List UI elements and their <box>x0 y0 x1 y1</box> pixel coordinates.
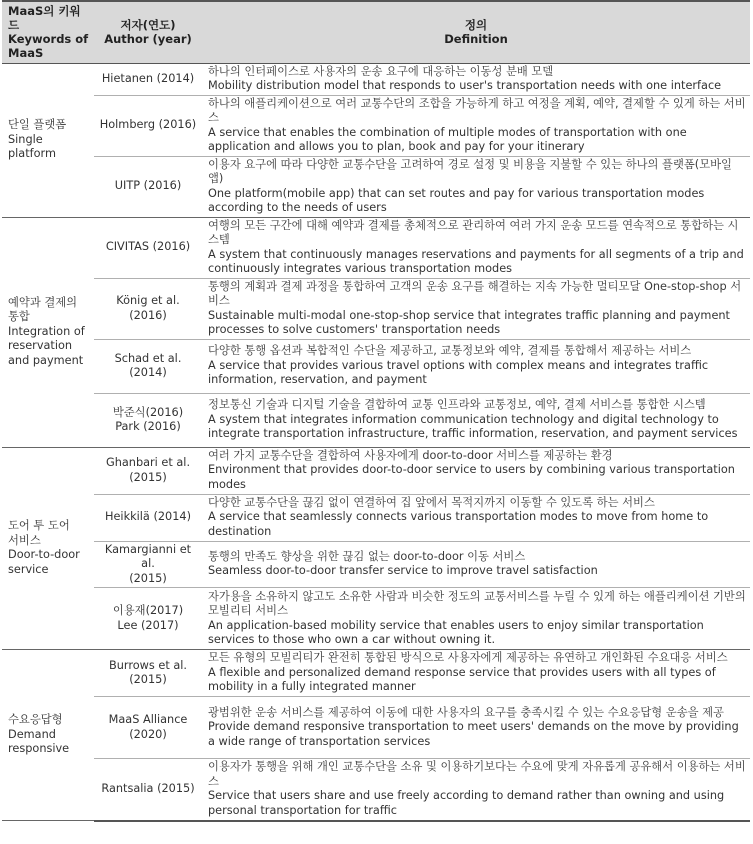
definition-cell <box>202 697 750 759</box>
author-line: (2014) <box>129 366 167 379</box>
definition-english: Service that users share and use freely according to demand rather than owning and using personal transportation for traffic <box>208 789 725 817</box>
keyword-line: 통합 <box>8 310 30 324</box>
keyword-line: platform <box>8 147 57 161</box>
keyword-cell <box>2 650 94 821</box>
definition-english: Sustainable multi-modal one-stop-shop service that integrates traffic planning and payment processes to solve customers' transportation needs <box>208 308 730 336</box>
definition-korean: 통행의 계획과 결제 과정을 통합하여 고객의 운송 요구를 해결하는 지속 가능한 멀티모달 One-stop-shop 서비스 <box>208 279 742 307</box>
keyword-line: service <box>8 562 49 576</box>
author-line: Holmberg (2016) <box>99 118 197 132</box>
keyword-line: 도어 투 도어 <box>8 519 70 533</box>
keyword-line: 서비스 <box>8 533 41 547</box>
definition-korean: 정보통신 기술과 디지털 기술을 결합하여 교통 인프라와 교통정보, 예약, 결제 서비스를 통합한 시스템 <box>208 398 706 412</box>
definition-english: An application-based mobility service that enables users to enjoy similar transportation services to those who own a car without owning it. <box>208 618 704 646</box>
author-line: MaaS Alliance <box>108 713 188 726</box>
header-author-ko: 저자(연도) <box>120 18 176 33</box>
definition-cell <box>202 339 750 393</box>
author-line: Schad et al. <box>114 351 182 365</box>
keyword-line: 단일 플랫폼 <box>8 118 67 132</box>
header-author-en: Author (year) <box>104 32 192 47</box>
definition-korean: 여행의 모든 구간에 대해 예약과 결제를 총체적으로 관리하여 여러 가지 운송 모드를 연속적으로 통합하는 시스템 <box>208 218 739 246</box>
author-line: Lee (2017) <box>117 618 179 632</box>
definition-korean: 통행의 만족도 향상을 위한 끊김 없는 door-to-door 이동 서비스 <box>208 549 526 563</box>
author-cell <box>94 447 202 494</box>
definition-cell <box>202 494 750 541</box>
definition-korean: 여러 가지 교통수단을 결합하여 사용자에게 door-to-door 서비스를 제공하는 환경 <box>208 448 613 462</box>
definition-cell <box>202 759 750 821</box>
keyword-cell <box>2 217 94 447</box>
keyword-line: Integration of <box>8 324 85 338</box>
keyword-cell <box>2 63 94 217</box>
definition-korean: 광범위한 운송 서비스를 제공하여 이동에 대한 사용자의 요구를 충족시킬 수 있는 수요응답형 운송을 제공 <box>208 705 724 719</box>
author-line: König et al. <box>116 294 180 307</box>
definition-english: Mobility distribution model that responds to user's transportation needs with one interface <box>208 79 722 92</box>
definition-cell <box>202 278 750 339</box>
definition-korean: 이용자 요구에 따라 다양한 교통수단을 고려하여 경로 설정 및 비용을 지불할 수 있는 하나의 플랫폼(모바일 앱) <box>208 157 732 185</box>
header-row <box>2 1 750 63</box>
definition-cell <box>202 650 750 697</box>
header-keyword-ko: MaaS의 키워드 <box>8 4 81 33</box>
author-cell <box>94 217 202 278</box>
author-line: Rantsalia (2015) <box>101 782 195 795</box>
definition-english: A service that enables the combination of multiple modes of transportation with one application and allows you to plan, book and pay for your itinerary <box>208 125 687 153</box>
author-cell <box>94 494 202 541</box>
table-body <box>2 63 750 821</box>
definition-english: Environment that provides door-to-door service to users by combining various transportation modes <box>208 463 735 491</box>
definition-english: A system that continuously manages reservations and payments for all segments of a trip and continuously integrates various transportation modes <box>208 247 744 275</box>
author-cell <box>94 759 202 821</box>
definition-cell <box>202 217 750 278</box>
definition-cell <box>202 393 750 447</box>
author-cell <box>94 278 202 339</box>
table-row <box>2 278 750 339</box>
author-line: (2015) <box>129 571 167 585</box>
table-row <box>2 156 750 217</box>
definition-english: Seamless door-to-door transfer service to improve travel satisfaction <box>208 564 598 578</box>
table-row <box>2 759 750 821</box>
author-line: Ghanbari et al. <box>105 456 191 469</box>
author-cell <box>94 156 202 217</box>
definition-cell <box>202 63 750 95</box>
maas-definition-table <box>2 0 750 822</box>
definition-korean: 하나의 인터페이스로 사용자의 운송 요구에 대응하는 이동성 분배 모델 <box>208 64 554 78</box>
author-cell <box>94 588 202 650</box>
definition-korean: 이용자가 통행을 위해 개인 교통수단을 소유 및 이용하기보다는 수요에 맞게 자유롭게 공유해서 이용하는 서비스 <box>208 760 746 788</box>
keyword-line: Demand <box>8 727 56 741</box>
keyword-line: 예약과 결제의 <box>8 295 78 309</box>
header-author <box>94 1 202 63</box>
definition-cell <box>202 95 750 156</box>
author-line: UITP (2016) <box>114 179 182 193</box>
definition-korean: 다양한 교통수단을 끊김 없이 연결하여 집 앞에서 목적지까지 이동할 수 있도록 하는 서비스 <box>208 495 655 509</box>
definition-cell <box>202 541 750 588</box>
table-row <box>2 650 750 697</box>
author-cell <box>94 393 202 447</box>
definition-cell <box>202 447 750 494</box>
author-line: Hietanen (2014) <box>101 71 195 85</box>
author-cell <box>94 650 202 697</box>
author-line: 이용재(2017) <box>112 604 184 617</box>
definition-korean: 모든 유형의 모빌리티가 완전히 통합된 방식으로 사용자에게 제공하는 유연하고 개인화된 수요대응 서비스 <box>208 651 728 665</box>
table-row <box>2 697 750 759</box>
author-cell <box>94 95 202 156</box>
author-line: (2020) <box>129 727 167 741</box>
table-row <box>2 494 750 541</box>
keyword-line: responsive <box>8 742 70 756</box>
keyword-cell <box>2 447 94 650</box>
header-keyword-en1: Keywords of <box>8 32 89 47</box>
header-keyword-en2: MaaS <box>8 46 44 61</box>
author-line: Kamargianni et al. <box>104 542 192 570</box>
keyword-line: Single <box>8 132 43 146</box>
author-line: (2016) <box>129 308 167 322</box>
author-line: (2015) <box>129 470 167 484</box>
keyword-line: 수요응답형 <box>8 713 63 727</box>
definition-english: A service that provides various travel options with complex means and integrates traffic information, reservation, and payment <box>208 358 709 387</box>
author-cell <box>94 339 202 393</box>
keyword-line: Door-to-door <box>8 548 80 562</box>
definition-english: One platform(mobile app) that can set routes and pay for various transportation modes according to the needs of users <box>208 186 705 214</box>
header-definition <box>202 1 750 63</box>
definition-korean: 다양한 통행 옵션과 복합적인 수단을 제공하고, 교통정보와 예약, 결제를 통합해서 제공하는 서비스 <box>208 344 692 358</box>
author-cell <box>94 697 202 759</box>
keyword-line: reservation <box>8 339 73 353</box>
definition-korean: 하나의 애플리케이션으로 여러 교통수단의 조합을 가능하게 하고 여정을 계획, 예약, 결제할 수 있게 하는 서비스 <box>208 96 746 124</box>
definition-english: A flexible and personalized demand response service that provides users with all types of mobility in a fully integrated manner <box>208 665 716 694</box>
table-row <box>2 588 750 650</box>
definition-korean: 자가용을 소유하지 않고도 소유한 사람과 비슷한 정도의 교통서비스를 누릴 수 있게 하는 애플리케이션 기반의 모빌리티 서비스 <box>208 589 746 617</box>
table-row <box>2 393 750 447</box>
definition-english: A service that seamlessly connects various transportation modes to move from home to destination <box>208 510 709 538</box>
author-line: (2015) <box>129 673 167 686</box>
author-line: CIVITAS (2016) <box>105 240 191 254</box>
keyword-line: and payment <box>8 353 84 367</box>
author-cell <box>94 63 202 95</box>
author-line: Burrows et al. <box>108 658 187 672</box>
header-definition-ko: 정의 <box>464 18 488 33</box>
definition-english: Provide demand responsive transportation to meet users' demands on the move by providing a wide range of transportation services <box>208 720 739 748</box>
definition-cell <box>202 156 750 217</box>
header-definition-en: Definition <box>444 32 508 47</box>
author-cell <box>94 541 202 588</box>
table-row <box>2 447 750 494</box>
table-row <box>2 95 750 156</box>
author-line: 박준식(2016) <box>112 405 184 419</box>
table-row <box>2 339 750 393</box>
author-line: Park (2016) <box>115 420 181 433</box>
table-row <box>2 63 750 95</box>
definition-cell <box>202 588 750 650</box>
header-keyword <box>2 1 94 63</box>
table-row <box>2 541 750 588</box>
table-row <box>2 217 750 278</box>
author-line: Heikkilä (2014) <box>104 510 192 524</box>
definition-english: A system that integrates information communication technology and digital technology to integrate transportation infrastructure, traffic information, reservation, and payment services <box>208 412 738 441</box>
